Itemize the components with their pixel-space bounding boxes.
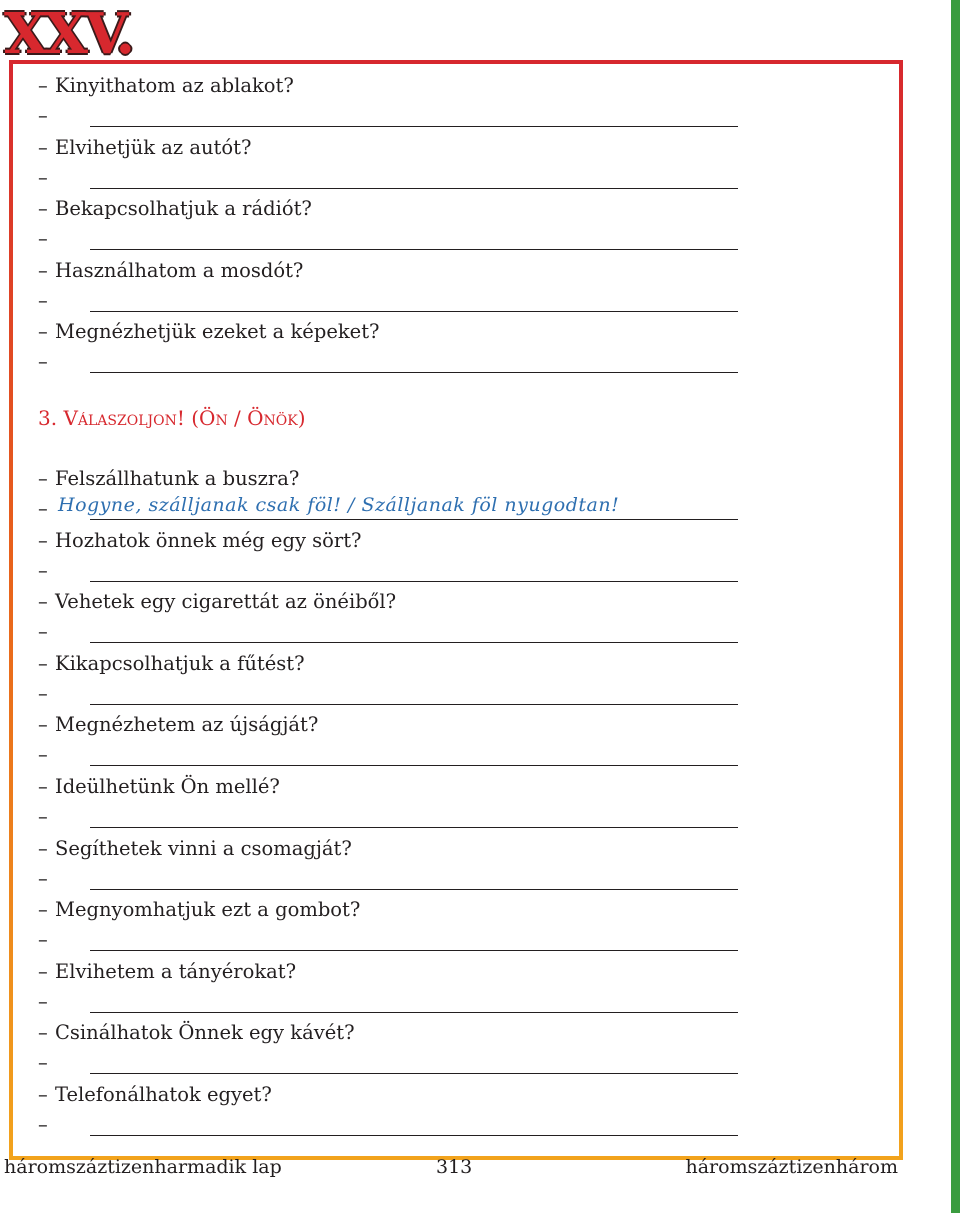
side-color-strip <box>951 0 960 1213</box>
question-text: Megnézhetjük ezeket a képeket? <box>55 320 380 344</box>
answer-rule <box>90 950 738 951</box>
answer-rule <box>90 311 738 312</box>
dash: – <box>38 898 48 922</box>
dash: – <box>38 805 48 828</box>
question-line <box>38 194 738 224</box>
dash: – <box>38 1051 48 1075</box>
dash: – <box>38 1083 48 1106</box>
answer-rule <box>90 126 738 127</box>
question-text: Telefonálhatok egyet? <box>55 1083 272 1106</box>
dash: – <box>38 74 48 97</box>
question-text: Hozhatok önnek még egy sört? <box>55 528 362 552</box>
answer-line[interactable] <box>38 740 738 770</box>
dash: – <box>38 197 48 221</box>
answer-line[interactable] <box>38 101 738 131</box>
dash: – <box>38 620 48 644</box>
question-line <box>38 710 738 740</box>
dash: – <box>38 989 48 1013</box>
dash: – <box>38 743 48 767</box>
dash: – <box>38 836 48 860</box>
section-heading <box>38 403 306 433</box>
answer-line[interactable] <box>38 1110 738 1140</box>
section-note: (Ön / Önök) <box>191 406 306 430</box>
question-text: Használhatom a mosdót? <box>55 258 304 282</box>
question-text: Felszállhatunk a buszra? <box>55 467 300 490</box>
answer-line[interactable] <box>38 617 738 647</box>
footer-number-word: háromszáztizenhárom <box>685 1156 898 1178</box>
question-text: Bekapcsolhatjuk a rádiót? <box>55 197 312 221</box>
answer-rule <box>90 249 738 250</box>
answer-rule <box>90 1135 738 1136</box>
section-number: 3. <box>38 406 58 430</box>
answer-line[interactable] <box>38 556 738 586</box>
dash: – <box>38 1021 48 1045</box>
dash: – <box>38 959 48 983</box>
answer-line[interactable] <box>38 987 738 1017</box>
question-line <box>38 71 738 101</box>
answer-line[interactable] <box>38 286 738 316</box>
dash: – <box>38 681 48 705</box>
section-title: Válaszoljon! <box>63 406 185 430</box>
dash: – <box>38 528 48 552</box>
question-text: Megnézhetem az újságját? <box>55 713 319 737</box>
dash: – <box>38 928 48 952</box>
page-number: 313 <box>436 1156 473 1178</box>
question-line <box>38 256 738 286</box>
answer-line[interactable] <box>38 347 738 377</box>
dash: – <box>38 288 48 312</box>
dash: – <box>38 227 48 251</box>
dash: – <box>38 558 48 582</box>
answer-line[interactable] <box>38 1048 738 1078</box>
answer-rule <box>90 889 738 890</box>
question-line <box>38 526 738 556</box>
question-line <box>38 1018 738 1048</box>
answer-rule <box>90 581 738 582</box>
answer-line[interactable] <box>38 679 738 709</box>
footer-page-word: háromszáztizenharmadik lap <box>4 1156 282 1178</box>
dash: – <box>38 135 48 159</box>
question-line <box>38 317 738 347</box>
dash: – <box>38 320 48 344</box>
dash: – <box>38 651 48 675</box>
question-line <box>38 957 738 987</box>
answer-rule <box>90 704 738 705</box>
question-text: Elvihetjük az autót? <box>55 135 252 159</box>
answer-rule <box>90 1073 738 1074</box>
chapter-number: XXV. <box>4 1 133 67</box>
question-line <box>38 649 738 679</box>
dash: – <box>38 713 48 737</box>
question-line <box>38 1080 738 1110</box>
question-line <box>38 834 738 864</box>
dash: – <box>38 1113 48 1136</box>
answer-rule <box>90 642 738 643</box>
dash: – <box>38 104 48 127</box>
dash: – <box>38 350 48 374</box>
dash: – <box>38 467 48 490</box>
answer-rule <box>90 188 738 189</box>
question-text: Kinyithatom az ablakot? <box>55 74 294 97</box>
answer-rule <box>90 827 738 828</box>
answer-line[interactable] <box>38 163 738 193</box>
answer-line[interactable] <box>38 224 738 254</box>
example-answer: Hogyne, szálljanak csak föl! / Szálljanak föl nyugodtan! <box>58 494 620 516</box>
answer-line[interactable] <box>38 925 738 955</box>
question-text: Vehetek egy cigarettát az önéiből? <box>55 590 397 614</box>
answer-line[interactable] <box>38 864 738 894</box>
question-line <box>38 133 738 163</box>
question-text: Segíthetek vinni a csomagját? <box>55 836 352 860</box>
question-text: Kikapcsolhatjuk a fűtést? <box>55 651 305 675</box>
question-line <box>38 895 738 925</box>
question-text: Elvihetem a tányérokat? <box>55 959 297 983</box>
answer-rule <box>90 1012 738 1013</box>
dash: – <box>38 590 48 614</box>
question-line <box>38 587 738 617</box>
question-line <box>38 772 738 802</box>
dash: – <box>38 775 48 798</box>
answer-line[interactable] <box>38 494 738 524</box>
question-text: Megnyomhatjuk ezt a gombot? <box>55 898 361 922</box>
dash: – <box>38 258 48 282</box>
question-text: Ideülhetünk Ön mellé? <box>55 775 280 798</box>
question-text: Csinálhatok Önnek egy kávét? <box>55 1021 355 1045</box>
dash: – <box>38 497 48 520</box>
answer-rule <box>90 372 738 373</box>
answer-rule <box>90 765 738 766</box>
dash: – <box>38 165 48 189</box>
answer-line[interactable] <box>38 802 738 832</box>
dash: – <box>38 866 48 890</box>
